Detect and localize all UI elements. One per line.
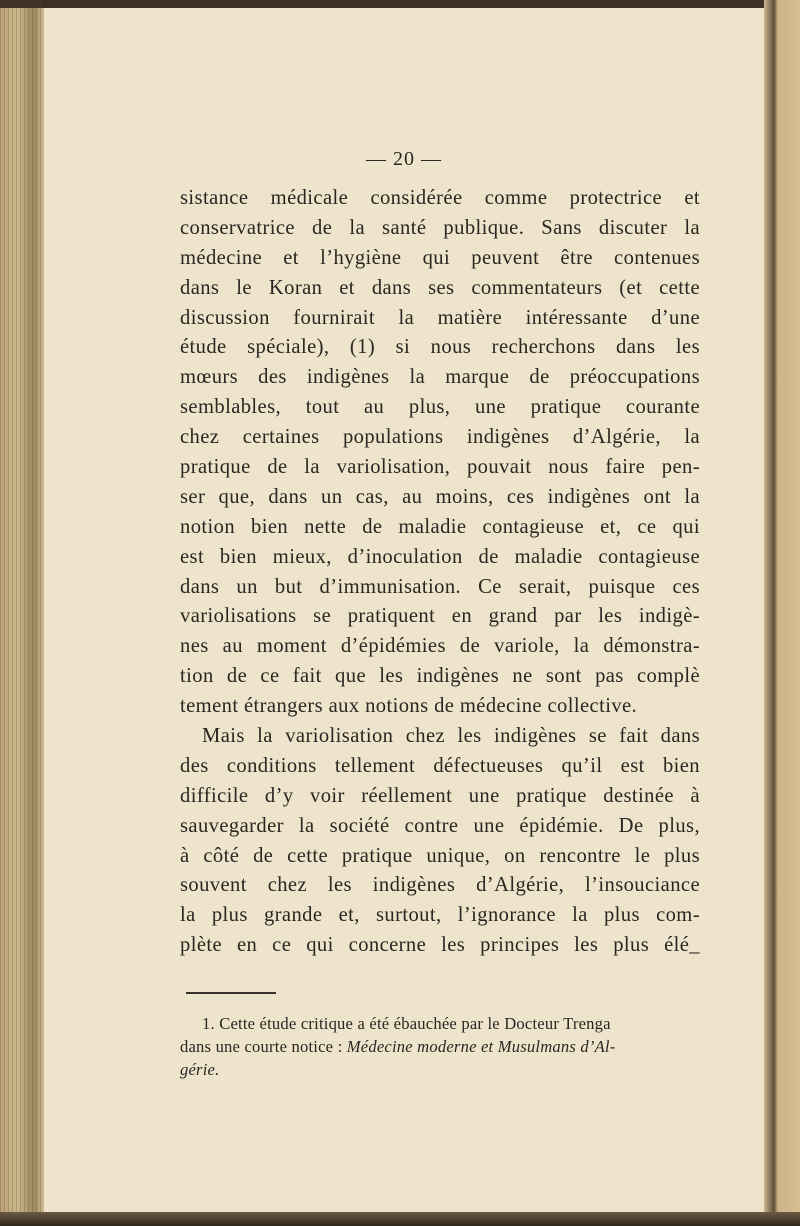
text-line: tion de ce fait que les indigènes ne sont pas complè [180, 665, 700, 688]
text-line: étude spéciale), (1) si nous recherchons dans les [180, 336, 700, 359]
text-line: dans un but d’immunisation. Ce serait, puisque ces [180, 575, 700, 598]
text-line: des conditions tellement défectueuses qu’il est bien [180, 754, 700, 777]
footnote-title: Médecine moderne et Musulmans d’Al- [346, 1037, 616, 1056]
text-line: souvent chez les indigènes d’Algérie, l’insouciance [180, 874, 700, 897]
text-line: est bien mieux, d’inoculation de maladie contagieuse [180, 545, 700, 568]
text-line: nes au moment d’épidémies de variole, la démonstra- [180, 635, 700, 658]
text-line: mœurs des indigènes la marque de préoccupations [180, 366, 700, 389]
scan-bottom-edge [0, 1212, 800, 1226]
body-text [180, 184, 700, 961]
text-line: tement étrangers aux notions de médecine collective. [180, 695, 638, 718]
footnote-rule [186, 992, 276, 994]
footnote-line [180, 1035, 702, 1058]
text-line: pratique de la variolisation, pouvait nous faire pen- [180, 456, 700, 479]
text-line: notion bien nette de maladie contagieuse et, ce qui [180, 515, 700, 538]
text-line: sistance médicale considérée comme protectrice et [180, 187, 700, 209]
text-line: variolisations se pratiquent en grand par les indigè- [180, 605, 700, 628]
book-gutter [0, 0, 44, 1226]
text-line: conservatrice de la santé publique. Sans discuter la [180, 216, 700, 239]
text-line: ser que, dans un cas, au moins, ces indigènes ont la [180, 485, 700, 508]
footnote-text: dans une courte notice : [180, 1037, 347, 1056]
footnote-title-end: gérie. [180, 1060, 220, 1079]
text-line: sauvegarder la société contre une épidémie. De plus, [180, 814, 700, 837]
text-line: chez certaines populations indigènes d’Algérie, la [180, 426, 700, 449]
text-line: semblables, tout au plus, une pratique courante [180, 396, 700, 419]
text-line: plète en ce qui concerne les principes les plus élé_ [180, 934, 700, 957]
footnote-line [180, 1058, 702, 1081]
page-edge-right [764, 0, 800, 1226]
text-line: à côté de cette pratique unique, on rencontre le plus [180, 844, 700, 867]
scan-top-edge [0, 0, 800, 8]
text-line: dans le Koran et dans ses commentateurs (et cette [180, 276, 700, 299]
book-page [44, 8, 764, 1212]
footnote [180, 1012, 702, 1081]
text-line: discussion fournirait la matière intéressante d’une [180, 306, 700, 329]
text-line: Mais la variolisation chez les indigènes se fait dans [202, 725, 700, 748]
page-number: — 20 — [366, 148, 442, 170]
text-line: la plus grande et, surtout, l’ignorance la plus com- [180, 904, 700, 927]
footnote-line: 1. Cette étude critique a été ébauchée par le Docteur Trenga [202, 1014, 611, 1033]
text-line: médecine et l’hygiène qui peuvent être contenues [180, 246, 700, 269]
text-line: difficile d’y voir réellement une pratique destinée à [180, 784, 700, 807]
